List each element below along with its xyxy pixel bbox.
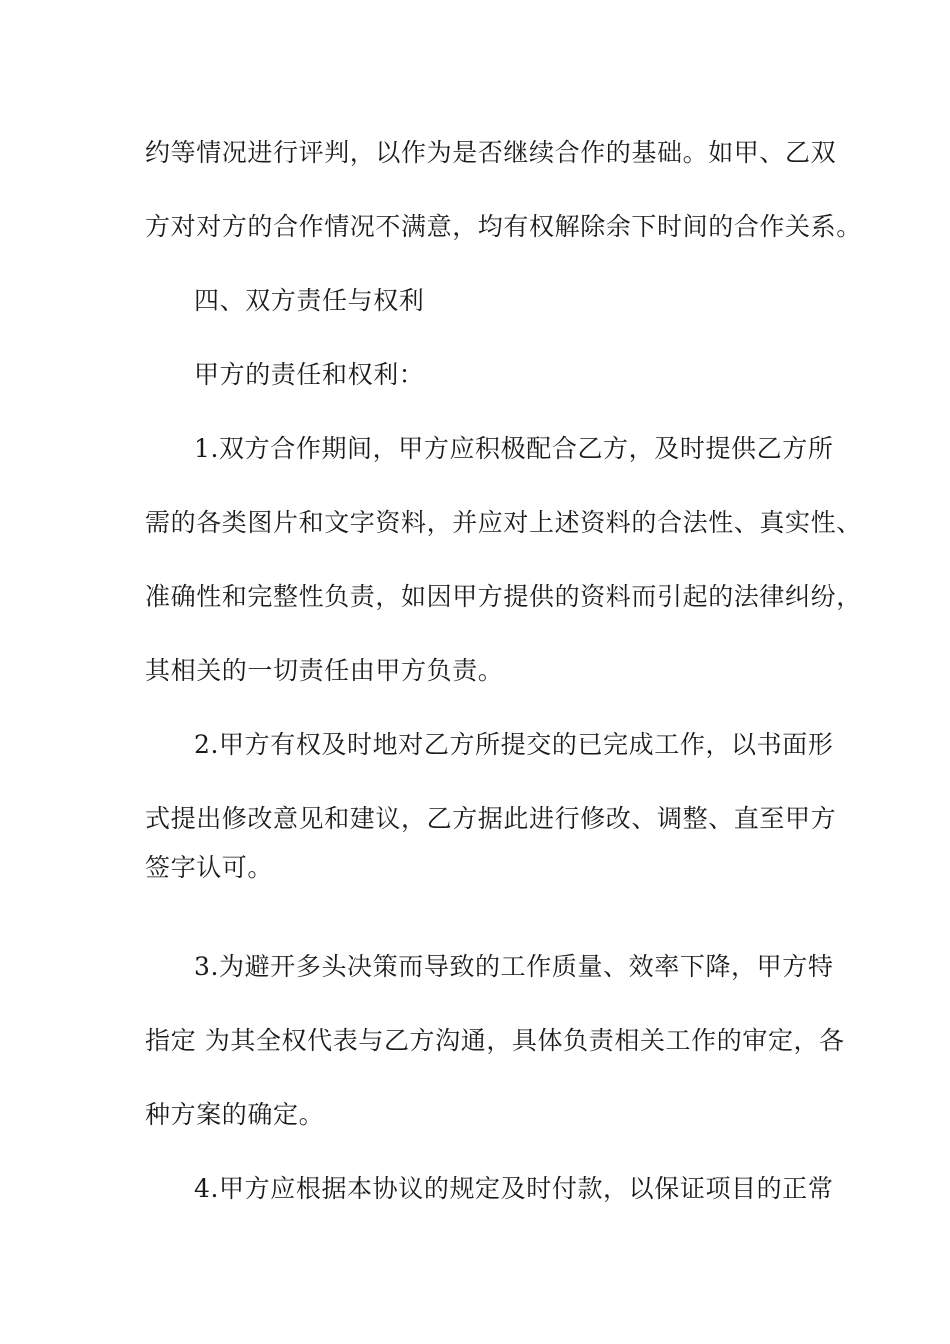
text-line: 4.甲方应根据本协议的规定及时付款，以保证项目的正常 xyxy=(194,1174,834,1203)
text-line: 式提出修改意见和建议，乙方据此进行修改、调整、直至甲方 xyxy=(145,804,837,833)
text-line: 约等情况进行评判，以作为是否继续合作的基础。如甲、乙双 xyxy=(145,138,837,167)
text-line: 2.甲方有权及时地对乙方所提交的已完成工作，以书面形 xyxy=(194,730,834,759)
text-line: 需的各类图片和文字资料，并应对上述资料的合法性、真实性、 xyxy=(145,508,862,537)
section-heading: 四、双方责任与权利 xyxy=(194,286,425,315)
text-line: 方对对方的合作情况不满意，均有权解除余下时间的合作关系。 xyxy=(145,212,862,241)
text-line: 其相关的一切责任由甲方负责。 xyxy=(145,656,504,685)
text-line: 种方案的确定。 xyxy=(145,1100,325,1129)
text-line: 准确性和完整性负责，如因甲方提供的资料而引起的法律纠纷， xyxy=(145,582,862,611)
text-line: 指定 为其全权代表与乙方沟通，具体负责相关工作的审定，各 xyxy=(145,1026,845,1055)
subsection-heading: 甲方的责任和权利： xyxy=(194,360,425,389)
text-line: 3.为避开多头决策而导致的工作质量、效率下降，甲方特 xyxy=(194,952,834,981)
text-line: 签字认可。 xyxy=(145,853,274,882)
text-line: 1.双方合作期间，甲方应积极配合乙方，及时提供乙方所 xyxy=(194,434,834,463)
